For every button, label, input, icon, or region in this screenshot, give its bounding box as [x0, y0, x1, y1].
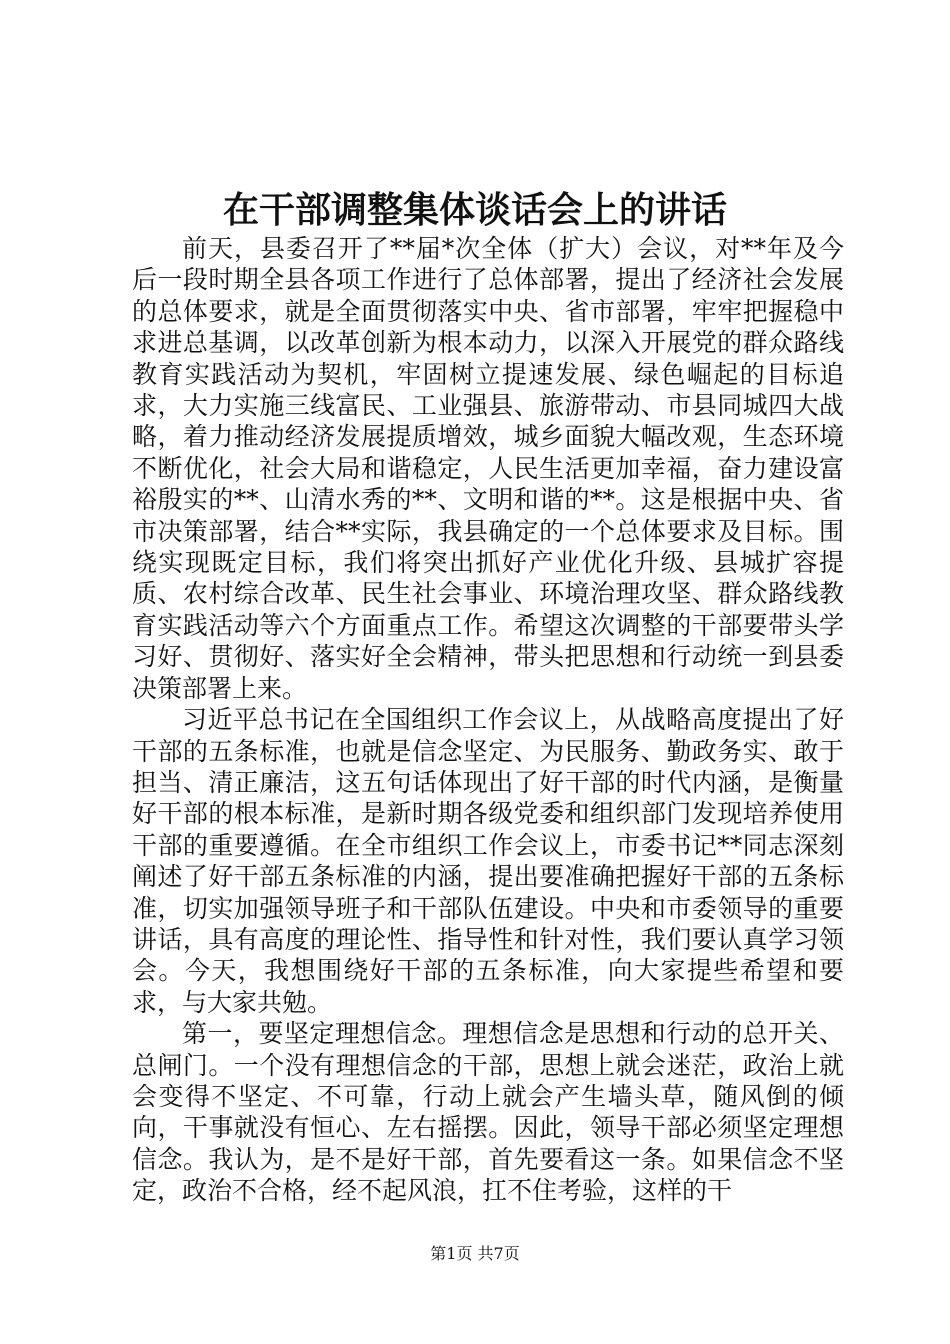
- document-body: [132, 233, 844, 1207]
- document-title: 在干部调整集体谈话会上的讲话: [222, 189, 727, 231]
- paragraph-2: 习近平总书记在全国组织工作会议上，从战略高度提出了好干部的五条标准，也就是信念坚定、为民服务、勤政务实、敢于担当、清正廉洁，这五句话体现出了好干部的时代内涵，是衡量好干部的根本标准，是新时期各级党委和组织部门发现培养使用干部的重要遵循。在全市组织工作会议上，市委书记**同志深刻阐述了好干部五条标准的内涵，提出要准确把握好干部的五条标准，切实加强领导班子和干部队伍建设。中央和市委领导的重要讲话，具有高度的理论性、指导性和针对性，我们要认真学习领会。今天，我想围绕好干部的五条标准，向大家提些希望和要求，与大家共勉。: [132, 705, 844, 1017]
- paragraph-3: 第一，要坚定理想信念。理想信念是思想和行动的总开关、总闸门。一个没有理想信念的干部，思想上就会迷茫，政治上就会变得不坚定、不可靠，行动上就会产生墙头草，随风倒的倾向，干事就没有恒心、左右摇摆。因此，领导干部必须坚定理想信念。我认为，是不是好干部，首先要看这一条。如果信念不坚定，政治不合格，经不起风浪，扛不住考验，这样的干: [132, 1019, 844, 1206]
- page-footer: 第1页 共7页: [430, 1244, 520, 1263]
- paragraph-1: 前天，县委召开了**届*次全体（扩大）会议，对**年及今后一段时期全县各项工作进行了总体部署，提出了经济社会发展的总体要求，就是全面贯彻落实中央、省市部署，牢牢把握稳中求进总基调，以改革创新为根本动力，以深入开展党的群众路线教育实践活动为契机，牢固树立提速发展、绿色崛起的目标追求，大力实施三线富民、工业强县、旅游带动、市县同城四大战略，着力推动经济发展提质增效，城乡面貌大幅改观，生态环境不断优化，社会大局和谐稳定，人民生活更加幸福，奋力建设富裕殷实的**、山清水秀的**、文明和谐的**。这是根据中央、省市决策部署，结合**实际，我县确定的一个总体要求及目标。围绕实现既定目标，我们将突出抓好产业优化升级、县城扩容提质、农村综合改革、民生社会事业、环境治理攻坚、群众路线教育实践活动等六个方面重点工作。希望这次调整的干部要带头学习好、贯彻好、落实好全会精神，带头把思想和行动统一到县委决策部署上来。: [132, 234, 844, 703]
